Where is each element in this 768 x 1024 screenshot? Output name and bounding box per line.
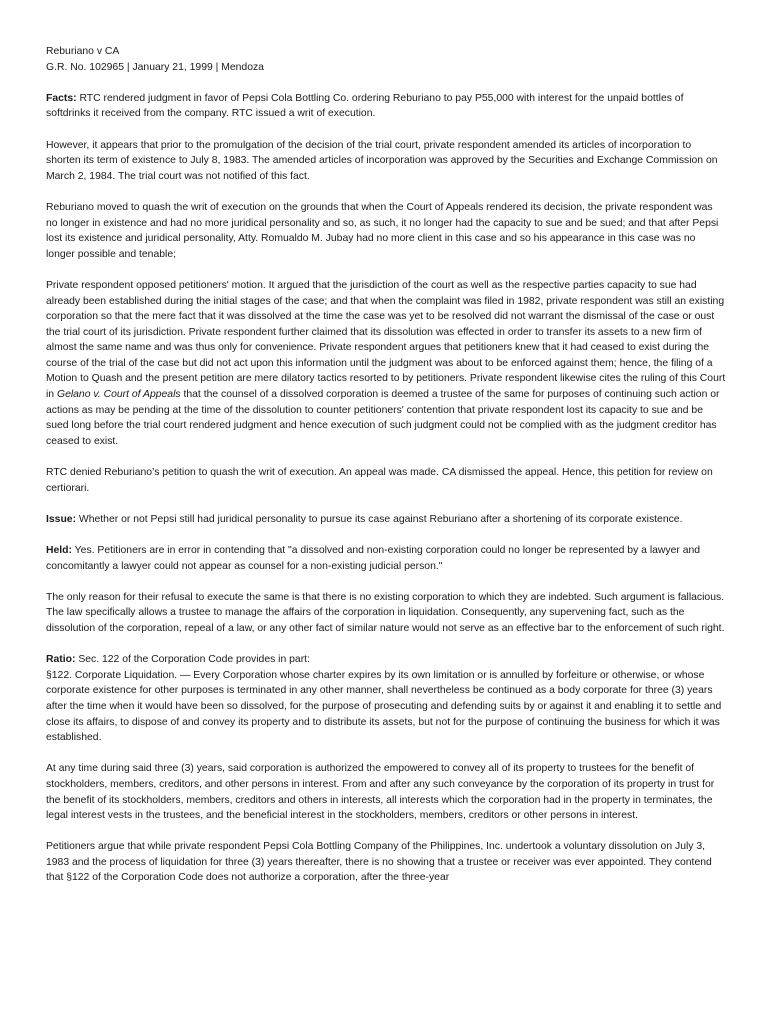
ratio-label: Ratio: xyxy=(46,654,76,666)
issue-label: Issue: xyxy=(46,513,77,525)
opposition-paragraph xyxy=(46,278,726,450)
denial-paragraph: RTC denied Reburiano’s petition to quash the writ of execution. An appeal was made. CA dismissed the appeal. Hence, this petition for review on certiorari. xyxy=(46,467,713,494)
facts-paragraph xyxy=(46,91,726,122)
case-title: Reburiano v CA xyxy=(46,46,120,57)
issue-text: Whether or not Pepsi still had juridical personality to pursue its case against Reburiano after a shortening of its corporate existence. xyxy=(76,513,683,525)
motion-paragraph: Reburiano moved to quash the writ of execution on the grounds that when the Court of Appeals rendered its decision, the private respondent was no longer in existence and had no more juridical personality and so, as such, it no longer had the capacity to sue and be sued; and that after Pepsi lost its existence and juridical personality, Atty. Romualdo M. Jubay had no more client in this case and so his appearance in this case was no longer possible and tenable; xyxy=(46,201,719,260)
facts-text: RTC rendered judgment in favor of Pepsi Cola Bottling Co. ordering Reburiano to pay P55,000 with interest for the unpaid bottles of softdrinks it received from the company. RTC issued a writ of execution. xyxy=(46,92,684,120)
facts-label: Facts: xyxy=(46,92,77,104)
held-paragraph xyxy=(46,543,726,574)
case-header xyxy=(46,44,726,75)
held-label: Held: xyxy=(46,545,72,556)
section-122-text: §122. Corporate Liquidation. — Every Corporation whose charter expires by its own limitation or is annulled by forfeiture or otherwise, or whose corporate existence for other purposes is terminated in any other manner, shall nevertheless be continued as a body corporate for three (3) years after the time when it would have been so dissolved, for the purpose of prosecuting and defending suits by or against it and enabling it to settle and close its affairs, to dispose of and convey its property and to distribute its assets, but not for the purpose of continuing the business for which it was established. xyxy=(46,669,722,744)
amendment-paragraph: However, it appears that prior to the promulgation of the decision of the trial court, private respondent amended its articles of incorporation to shorten its term of existence to July 8, 1983. The amended articles of incorporation was approved by the Securities and Exchange Commission on March 2, 1984. The trial court was not notified of this fact. xyxy=(46,139,718,182)
ratio-text: Sec. 122 of the Corporation Code provides in part: xyxy=(75,654,310,666)
case-reference-gelano: Gelano v. Court of Appeals xyxy=(56,389,181,401)
petitioners-argument-paragraph: Petitioners argue that while private respondent Pepsi Cola Bottling Company of the Philippines, Inc. undertook a voluntary dissolution on July 3, 1983 and the process of liquidation for three (3) years thereafter, there is no showing that a trustee or receiver was ever appointed. They contend that §122 of the Corporation Code does not authorize a corporation, after the three-year xyxy=(46,841,712,884)
trustees-paragraph: At any time during said three (3) years, said corporation is authorized the empowered to convey all of its property to trustees for the benefit of stockholders, members, creditors, and other persons in interest. From and after any such conveyance by the corporation of its property in trust for the benefit of its stockholders, members, creditors and others in interests, all interests which the corporation had in the property in terminates, the legal interest vests in the trustees, and the beneficial interest in the stockholders, members, creditors or other persons in interest. xyxy=(46,763,715,822)
opposition-text-before: Private respondent opposed petitioners' motion. It argued that the jurisdiction of the court as well as the respective parties capacity to sue had already been established during the initial stages of the case; and that when the complaint was filed in 1982, private respondent was still an existing corporation so that the mere fact that it was dissolved at the time the case was yet to be resolved did not warrant the dismissal of the case or oust the trial court of its jurisdiction. Private respondent further claimed that its dissolution was effected in order to transfer its assets to a new firm of almost the same name and was thus only for convenience. Private respondent argues that petitioners knew that it had ceased to exist during the course of the trial of the case but did not act upon this information until the judgment was about to be enforced against them; hence, the filing of a Motion to Quash and the present petition are mere dilatory tactics resorted to by petitioners. Private respondent likewise cites the ruling of this Court in xyxy=(46,279,726,401)
held-text: Yes. Petitioners are in error in contending that "a dissolved and non-existing corporation could no longer be represented by a lawyer and concomitantly a lawyer could not appear as counsel for a non-existing judicial person." xyxy=(46,545,701,572)
case-citation: G.R. No. 102965 | January 21, 1999 | Mendoza xyxy=(46,61,264,73)
ratio-paragraph xyxy=(46,652,726,746)
opposition-text-after: that the counsel of a dissolved corporation is deemed a trustee of the same for purposes of continuing such action or actions as may be pending at the time of the dissolution to counter petitioners' contention that private respondent lost its capacity to sue and be sued long before the trial court rendered judgment and hence execution of such judgment could not be complied with as the judgment creditor has ceased to exist. xyxy=(46,389,720,447)
issue-paragraph xyxy=(46,512,726,528)
reason-paragraph: The only reason for their refusal to execute the same is that there is no existing corporation to which they are indebted. Such argument is fallacious. The law specifically allows a trustee to manage the affairs of the corporation in liquidation. Consequently, any supervening fact, such as the dissolution of the corporation, repeal of a law, or any other fact of similar nature would not serve as an effective bar to the enforcement of such right. xyxy=(46,591,725,634)
